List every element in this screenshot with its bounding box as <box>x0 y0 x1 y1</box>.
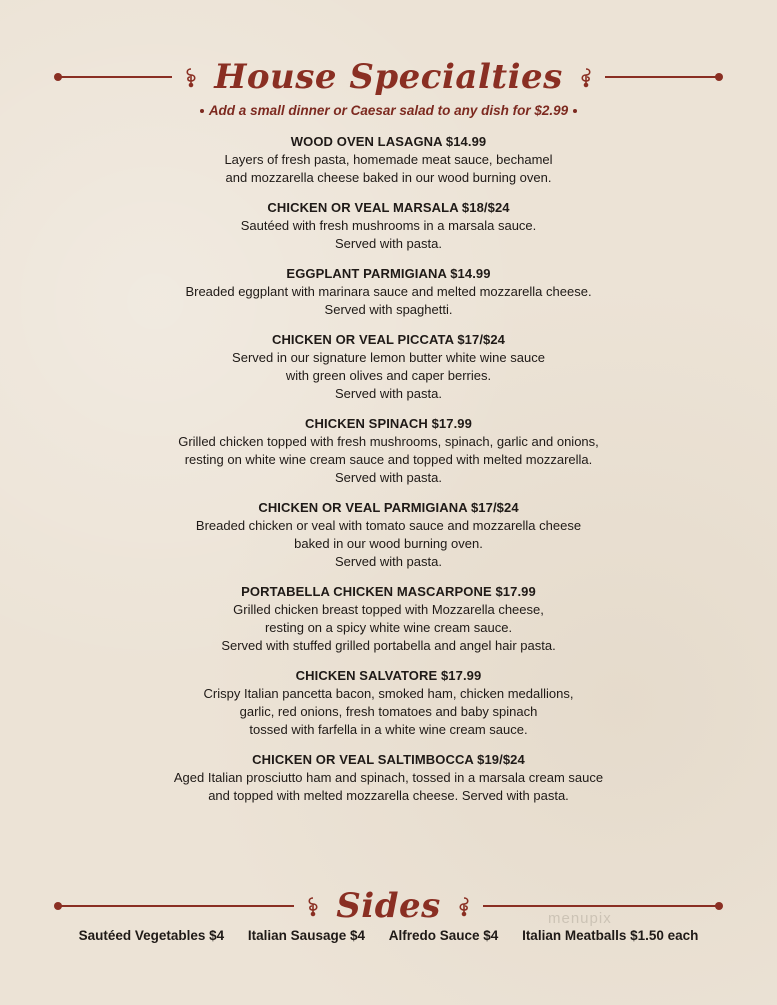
menu-item-description: Grilled chicken topped with fresh mushrooms, spinach, garlic and onions, <box>178 434 599 449</box>
menu-item <box>0 133 777 187</box>
flourish-left-icon <box>180 66 202 88</box>
sides-list <box>0 928 777 943</box>
menu-item-name: EGGPLANT PARMIGIANA $14.99 <box>286 266 491 281</box>
menu-item-description: Served in our signature lemon butter white wine sauce <box>232 350 545 365</box>
menu-item-description: tossed with farfella in a white wine cream sauce. <box>249 722 528 737</box>
menu-item-name: CHICKEN SALVATORE $17.99 <box>295 668 482 683</box>
flourish-left-icon <box>302 895 324 917</box>
side-item: Alfredo Sauce $4 <box>388 928 499 943</box>
menu-item-description: Served with stuffed grilled portabella and angel hair pasta. <box>221 638 556 653</box>
side-item: Italian Sausage $4 <box>247 928 365 943</box>
bullet-dot-icon <box>200 109 204 113</box>
menu-item-description: resting on white wine cream sauce and topped with melted mozzarella. <box>184 452 593 467</box>
menu-item <box>0 583 777 655</box>
menu-item-description: Aged Italian prosciutto ham and spinach, tossed in a marsala cream sauce <box>173 770 604 785</box>
menu-item <box>0 499 777 571</box>
menu-item-description: Grilled chicken breast topped with Mozzarella cheese, <box>233 602 544 617</box>
menu-item-description: baked in our wood burning oven. <box>294 536 483 551</box>
menu-item <box>0 199 777 253</box>
menu-item-description: and topped with melted mozzarella cheese. Served with pasta. <box>208 788 569 803</box>
salad-addon-note <box>0 103 777 118</box>
menu-item-name: CHICKEN OR VEAL MARSALA $18/$24 <box>267 200 510 215</box>
menu-item-description: Served with pasta. <box>335 236 442 251</box>
menu-item-description: Layers of fresh pasta, homemade meat sauce, bechamel <box>224 152 553 167</box>
menu-item-name: CHICKEN SPINACH $17.99 <box>305 416 472 431</box>
menu-item-description: garlic, red onions, fresh tomatoes and baby spinach <box>239 704 538 719</box>
menu-item-description: Breaded chicken or veal with tomato sauce and mozzarella cheese <box>195 518 582 533</box>
section-title-house-specialties: House Specialties <box>214 57 563 97</box>
menu-item-description: Breaded eggplant with marinara sauce and melted mozzarella cheese. <box>185 284 592 299</box>
menu-item-description: Served with pasta. <box>335 470 442 485</box>
header-divider <box>56 57 721 97</box>
side-item: Sautéed Vegetables $4 <box>78 928 225 943</box>
menu-item <box>0 331 777 403</box>
menu-item-name: CHICKEN OR VEAL PICCATA $17/$24 <box>271 332 506 347</box>
menu-item-description: Served with pasta. <box>335 386 442 401</box>
menu-item-description: with green olives and caper berries. <box>285 368 492 383</box>
divider-line-left <box>56 905 294 907</box>
menu-item-name: CHICKEN OR VEAL SALTIMBOCCA $19/$24 <box>252 752 525 767</box>
menu-item <box>0 667 777 739</box>
watermark-text: menupix <box>548 910 612 927</box>
flourish-right-icon <box>575 66 597 88</box>
divider-line-right <box>483 905 721 907</box>
note-text: Add a small dinner or Caesar salad to any dish for $2.99 <box>208 103 569 118</box>
menu-item <box>0 415 777 487</box>
bullet-dot-icon <box>573 109 577 113</box>
menu-item-description: Served with pasta. <box>335 554 442 569</box>
menu-item <box>0 751 777 805</box>
sides-divider <box>56 886 721 926</box>
menu-item-description: resting on a spicy white wine cream sauce. <box>264 620 513 635</box>
menu-item-description: and mozzarella cheese baked in our wood burning oven. <box>225 170 552 185</box>
menu-items-list <box>0 133 777 817</box>
divider-line-left <box>56 76 172 78</box>
menu-item-description: Served with spaghetti. <box>324 302 453 317</box>
divider-line-right <box>605 76 721 78</box>
flourish-right-icon <box>453 895 475 917</box>
menu-item-name: WOOD OVEN LASAGNA $14.99 <box>290 134 487 149</box>
section-title-sides: Sides <box>336 886 441 926</box>
menu-item-name: PORTABELLA CHICKEN MASCARPONE $17.99 <box>241 584 536 599</box>
menu-item-name: CHICKEN OR VEAL PARMIGIANA $17/$24 <box>258 500 519 515</box>
menu-item-description: Crispy Italian pancetta bacon, smoked ham, chicken medallions, <box>203 686 574 701</box>
menu-item-description: Sautéed with fresh mushrooms in a marsala sauce. <box>240 218 537 233</box>
menu-item <box>0 265 777 319</box>
side-item: Italian Meatballs $1.50 each <box>522 928 699 943</box>
